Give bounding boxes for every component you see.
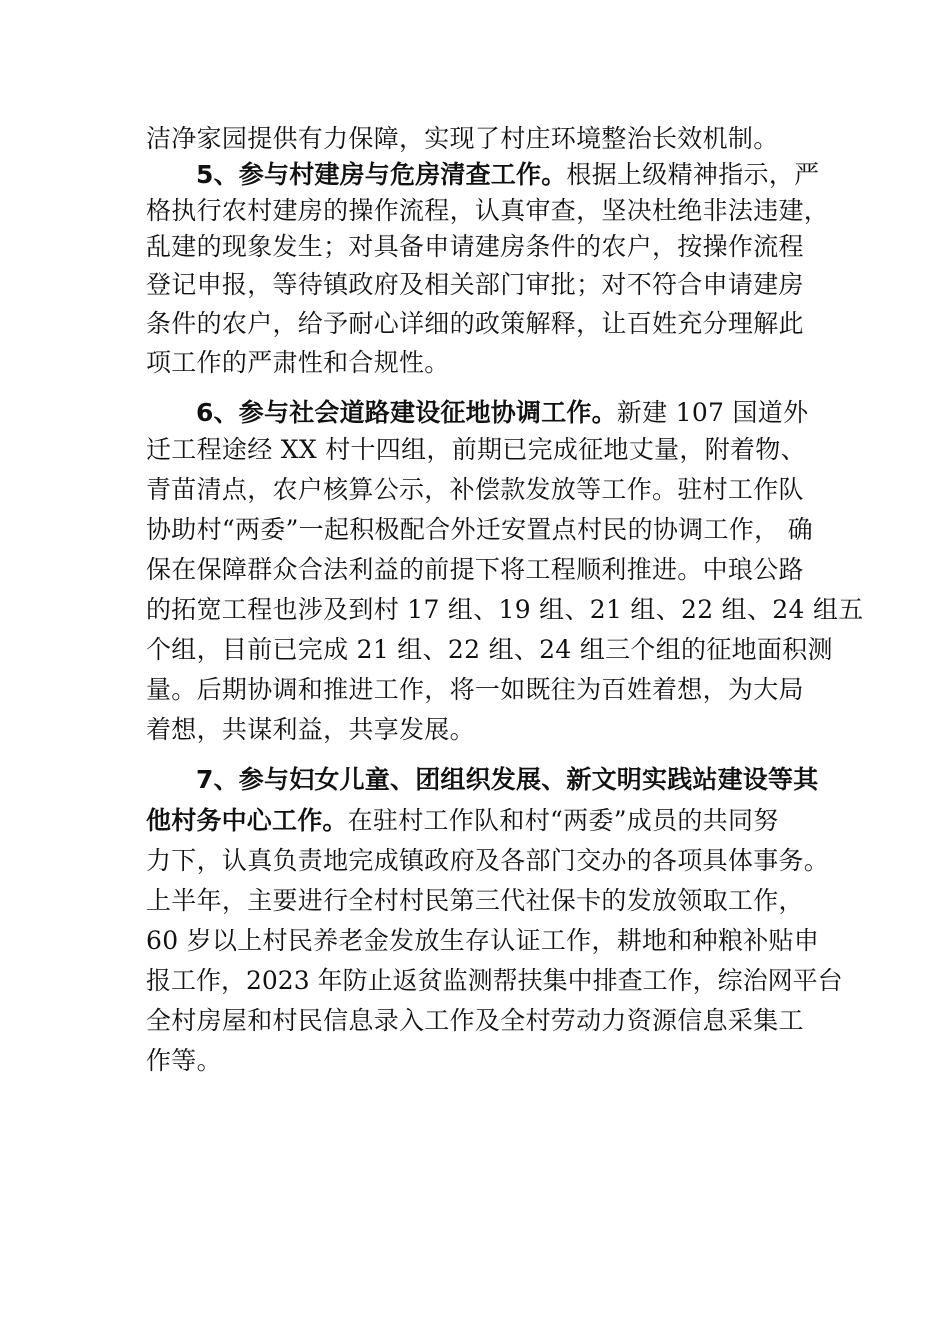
paragraph-7-heading-line-2: 他村务中心工作。 (146, 806, 348, 835)
paragraph-7-line-4: 上半年，主要进行全村村民第三代社保卡的发放领取工作， (146, 886, 804, 915)
paragraph-5-line-4: 登记申报，等待镇政府及相关部门审批；对不符合申请建房 (146, 270, 804, 299)
paragraph-6-heading: 6、参与社会道路建设征地协调工作。 (196, 398, 617, 427)
paragraph-5-heading: 5、参与村建房与危房清查工作。 (196, 160, 567, 189)
paragraph-6-line-1 (196, 398, 808, 428)
paragraph-6-line-9: 着想，共谋利益，共享发展。 (146, 715, 475, 744)
paragraph-5-line-2: 格执行农村建房的操作流程，认真审查，坚决杜绝非法违建， (146, 196, 830, 225)
paragraph-5-line-6: 项工作的严肃性和合规性。 (146, 348, 450, 377)
paragraph-6-line-8: 量。后期协调和推进工作，将一如既往为百姓着想，为大局 (146, 675, 804, 704)
paragraph-7-line-3: 力下，认真负责地完成镇政府及各部门交办的各项具体事务。 (146, 846, 830, 875)
paragraph-7-heading-line-1: 7、参与妇女儿童、团组织发展、新文明实践站建设等其 (196, 765, 819, 794)
paragraph-5-line-3: 乱建的现象发生；对具备申请建房条件的农户，按操作流程 (146, 232, 804, 261)
paragraph-6-line-1-rest: 新建 107 国道外 (616, 398, 809, 427)
paragraph-5-line-1-rest: 根据上级精神指示，严 (566, 160, 820, 189)
paragraph-6-line-4: 协助村“两委”一起积极配合外迁安置点村民的协调工作， 确 (146, 515, 813, 544)
paragraph-7-line-2 (146, 806, 779, 836)
paragraph-5-line-1 (196, 160, 819, 190)
paragraph-7-line-5: 60 岁以上村民养老金发放生存认证工作，耕地和种粮补贴申 (146, 926, 820, 955)
paragraph-5-line-5: 条件的农户，给予耐心详细的政策解释，让百姓充分理解此 (146, 309, 804, 338)
paragraph-6-line-6: 的拓宽工程也涉及到村 17 组、19 组、21 组、22 组、24 组五 (146, 595, 864, 624)
paragraph-7-line-6: 报工作，2023 年防止返贫监测帮扶集中排查工作，综治网平台 (146, 966, 843, 995)
paragraph-6-line-5: 保在保障群众合法利益的前提下将工程顺利推进。中琅公路 (146, 555, 804, 584)
paragraph-6-line-7: 个组，目前已完成 21 组、22 组、24 组三个组的征地面积测 (146, 635, 833, 664)
paragraph-6-line-2: 迁工程途经 XX 村十四组，前期已完成征地丈量，附着物、 (146, 435, 806, 464)
paragraph-7-line-7: 全村房屋和村民信息录入工作及全村劳动力资源信息采集工 (146, 1006, 804, 1035)
paragraph-7-line-8: 作等。 (146, 1046, 222, 1075)
paragraph-6-line-3: 青苗清点，农户核算公示，补偿款发放等工作。驻村工作队 (146, 475, 804, 504)
paragraph-4-line-1: 洁净家园提供有力保障，实现了村庄环境整治长效机制。 (146, 124, 779, 153)
paragraph-7-line-2-rest: 在驻村工作队和村“两委”成员的共同努 (347, 806, 779, 835)
